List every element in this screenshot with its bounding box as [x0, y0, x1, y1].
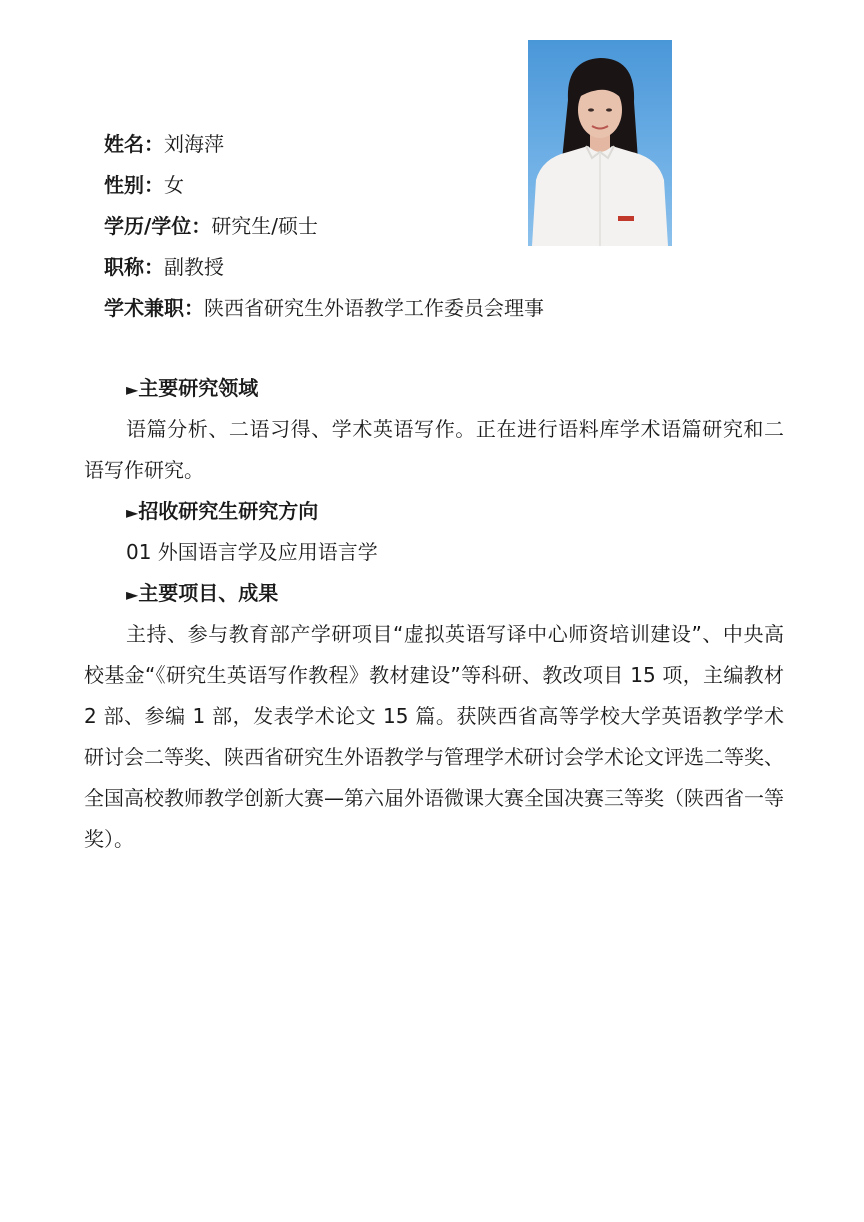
gender-row: [104, 165, 544, 206]
name-label: 姓名：: [104, 132, 164, 156]
title-label: 职称：: [104, 255, 164, 279]
arrow-marker-icon: ►: [126, 503, 139, 522]
research-text: 语篇分析、二语习得、学术英语写作。正在进行语料库学术语篇研究和二语写作研究。: [84, 417, 784, 482]
name-value: 刘海萍: [164, 132, 224, 156]
results-heading: [84, 573, 784, 614]
profile-sections: [84, 368, 784, 860]
portrait-illustration: [528, 40, 672, 246]
title-value: 副教授: [164, 255, 224, 279]
profile-info: [104, 124, 544, 329]
post-label: 学术兼职：: [104, 296, 204, 320]
arrow-marker-icon: ►: [126, 380, 139, 399]
direction-heading-text: 招收研究生研究方向: [138, 499, 319, 523]
direction-text: 01 外国语言学及应用语言学: [126, 540, 378, 564]
post-value: 陕西省研究生外语教学工作委员会理事: [204, 296, 544, 320]
education-row: [104, 206, 544, 247]
education-value: 研究生/硕士: [211, 214, 319, 238]
gender-value: 女: [164, 173, 184, 197]
title-row: [104, 247, 544, 288]
direction-heading: [84, 491, 784, 532]
research-heading: [84, 368, 784, 409]
education-label: 学历/学位：: [104, 214, 212, 238]
results-heading-text: 主要项目、成果: [138, 581, 279, 605]
arrow-marker-icon: ►: [126, 585, 139, 604]
gender-label: 性别：: [104, 173, 164, 197]
results-text: 主持、参与教育部产学研项目“虚拟英语写译中心师资培训建设”、中央高校基金“《研究生英语写作教程》教材建设”等科研、教改项目 15 项，主编教材 2 部、参编 1 部，发表学术论文 15 篇。获陕西省高等学校大学英语教学学术研讨会二等奖、陕西省研究生外语教学与管理学术研讨会学术论文评选二等奖、全国高校教师教学创新大赛—第六届外语微课大赛全国决赛三等奖（陕西省一等奖）。: [84, 622, 784, 851]
portrait-photo: [528, 40, 672, 246]
name-row: [104, 124, 544, 165]
research-heading-text: 主要研究领域: [138, 376, 259, 400]
post-row: [104, 288, 544, 329]
